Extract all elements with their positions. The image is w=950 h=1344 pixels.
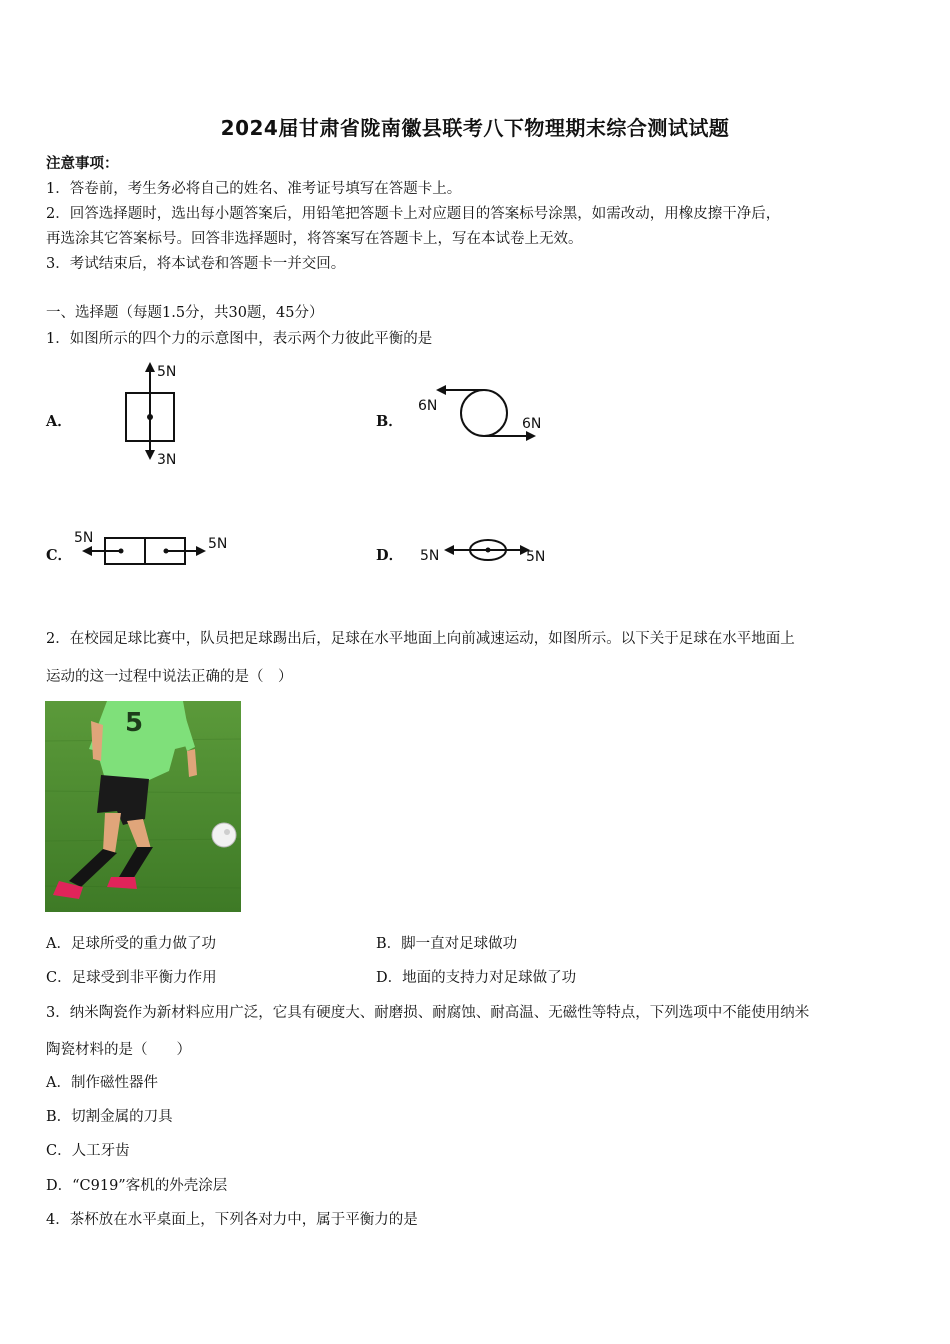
force-label: 3N	[157, 452, 177, 468]
question-2-stem: 2．在校园足球比赛中，队员把足球踢出后，足球在水平地面上向前减速运动，如图所示。以下关于足球在水平地面上	[46, 631, 795, 647]
force-label: 5N	[208, 536, 228, 552]
force-diagram-a	[110, 358, 200, 470]
question-2-stem: 运动的这一过程中说法正确的是（ ）	[46, 669, 293, 685]
force-label: 5N	[420, 548, 440, 564]
q2-option-b: B．脚一直对足球做功	[376, 936, 518, 952]
question-1-stem: 1．如图所示的四个力的示意图中，表示两个力彼此平衡的是	[46, 331, 433, 347]
force-label: 5N	[157, 364, 177, 380]
q3-option-b: B．切割金属的刀具	[46, 1109, 173, 1125]
force-label: 5N	[74, 530, 94, 546]
question-4-stem: 4．茶杯放在水平桌面上，下列各对力中，属于平衡力的是	[46, 1212, 418, 1228]
force-diagram-b	[412, 380, 552, 442]
notice-item: 再选涂其它答案标号。回答非选择题时，将答案写在答题卡上，写在本试卷上无效。	[46, 231, 583, 247]
soccer-player-photo	[45, 701, 241, 912]
svg-text:5: 5	[125, 708, 144, 738]
q1-option-c-label: C．	[46, 547, 73, 564]
page-title: 2024届甘肃省陇南徽县联考八下物理期末综合测试试题	[220, 116, 730, 140]
force-diagram-c	[70, 528, 235, 573]
notice-item: 3．考试结束后，将本试卷和答题卡一并交回。	[46, 256, 346, 272]
q2-option-c: C．足球受到非平衡力作用	[46, 970, 217, 986]
q2-option-d: D．地面的支持力对足球做了功	[376, 970, 577, 986]
notice-heading: 注意事项：	[46, 155, 119, 172]
force-label: 5N	[526, 549, 546, 565]
notice-item: 2．回答选择题时，选出每小题答案后，用铅笔把答题卡上对应题目的答案标号涂黑，如需改动，用橡皮擦干净后，	[46, 206, 781, 222]
notice-item: 1．答卷前，考生务必将自己的姓名、准考证号填写在答题卡上。	[46, 181, 462, 197]
soccer-photo-illustration	[45, 701, 241, 912]
section-heading: 一、选择题（每题1.5分，共30题，45分）	[46, 305, 324, 321]
force-diagram-d	[418, 534, 558, 570]
force-label: 6N	[522, 416, 542, 432]
q2-option-a: A．足球所受的重力做了功	[46, 936, 216, 952]
q3-option-d: D．“C919”客机的外壳涂层	[46, 1178, 228, 1194]
question-3-stem: 3．纳米陶瓷作为新材料应用广泛，它具有硬度大、耐磨损、耐腐蚀、耐高温、无磁性等特点，下列选项中不能使用纳米	[46, 1005, 810, 1021]
q1-option-a-label: A．	[46, 413, 72, 430]
q1-option-d-label: D．	[376, 547, 404, 564]
question-3-stem: 陶瓷材料的是（ ）	[46, 1042, 191, 1058]
force-label: 6N	[418, 398, 438, 414]
q3-option-c: C．人工牙齿	[46, 1143, 130, 1159]
q3-option-a: A．制作磁性器件	[46, 1075, 158, 1091]
q1-option-b-label: B．	[376, 413, 403, 430]
